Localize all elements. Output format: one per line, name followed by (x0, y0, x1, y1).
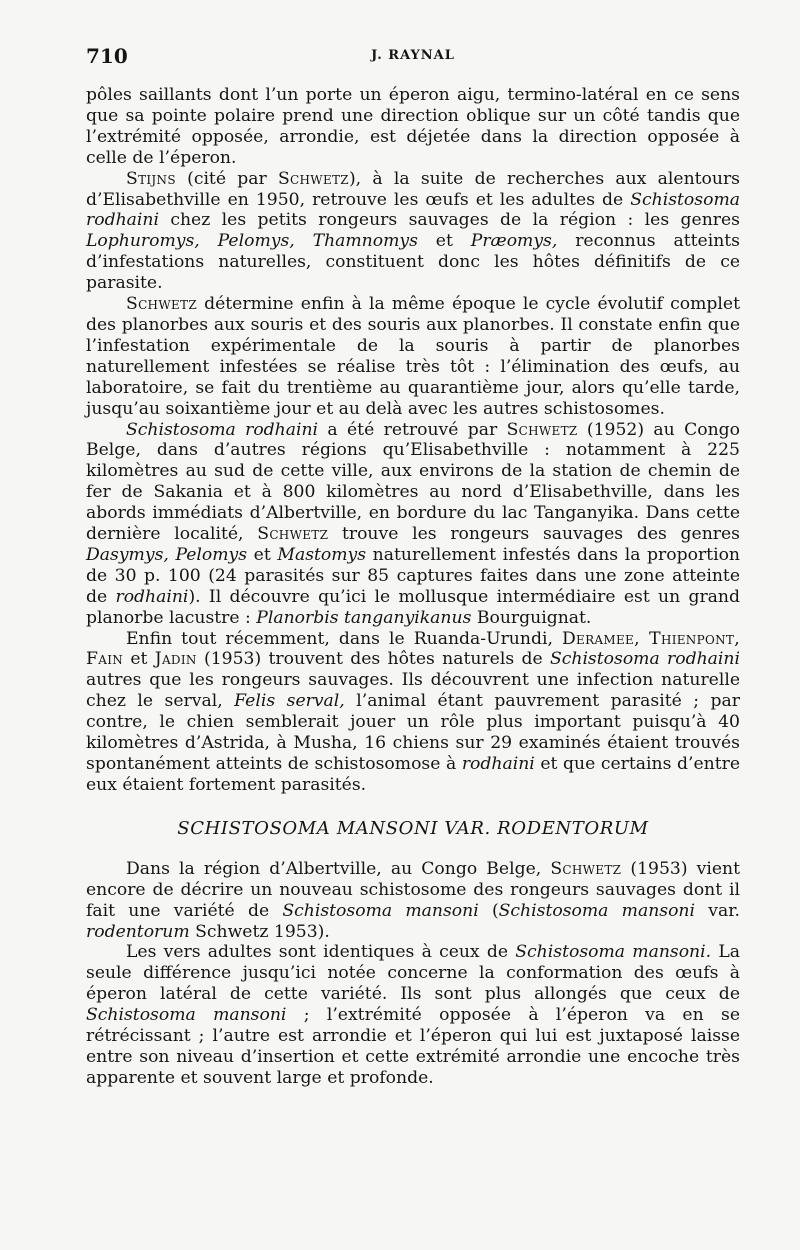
page-header (86, 44, 740, 70)
italic-text: Schistosoma mansoni (282, 900, 479, 921)
text-run: reconnus atteints d’infestations naturelles, constituent donc les hôtes définitifs de ce parasite. (86, 231, 741, 294)
body-text (86, 85, 740, 1089)
text-run: (1952) au Congo Belge, dans d’autres régions qu’Elisabethville : notamment à 225 kilomètres au sud de cette ville, aux environs de la station de chemin de fer de Sakania et à 800 kilomètres au nord d’Elisabethville, dans les abords immédiats d’Albertville, en bordure du lac Tanganyika. Dans cette dernière localité, (86, 419, 741, 545)
text-run: ( (478, 900, 499, 921)
italic-text: Schistosoma rodhaini (549, 649, 740, 670)
author-name: Deramee, Thienpont, Fain (86, 628, 740, 670)
author-name: Schwetz (550, 858, 622, 879)
text-run: (1953) vient encore de décrire un nouveau schistosome des rongeurs sauvages dont il fait une variété de (86, 858, 740, 921)
author-name: Schwetz (277, 168, 349, 189)
text-run: var. (695, 900, 740, 921)
text-run: et que certains d’entre eux étaient fortement parasités. (86, 754, 741, 795)
text-run: Les vers adultes sont identiques à ceux de (126, 942, 516, 963)
section-title: SCHISTOSOMA MANSONI VAR. RODENTORUM (177, 817, 649, 839)
italic-text: Schistosoma mansoni (86, 1005, 287, 1026)
author-name: Stijns (126, 168, 176, 189)
text-run: chez les petits rongeurs sauvages de la région : les genres (158, 210, 740, 231)
text-run: trouve les rongeurs sauvages des genres (328, 524, 740, 545)
text-run: et (247, 544, 278, 565)
italic-text: Mastomys (277, 544, 367, 565)
italic-text: Schistosoma rodhaini (126, 419, 319, 440)
italic-text: rodhaini (115, 586, 189, 607)
text-run: (1953) trouvent des hôtes naturels de (196, 649, 550, 670)
text-run: et (123, 649, 155, 670)
text-run: (cité par (175, 168, 278, 189)
running-head: J. RAYNAL (371, 48, 455, 63)
italic-text: Schistosoma mansoni. (515, 942, 712, 963)
italic-text: Lophuromys, Pelomys, Thamnomys (86, 231, 418, 252)
text-run: ), à la suite de recherches aux alentours d’Elisabethville en 1950, retrouve les œufs et les adultes de (86, 168, 740, 210)
italic-text: Planorbis tanganyikanus (256, 607, 472, 628)
paragraph (86, 169, 740, 294)
author-name: Jadin (154, 649, 197, 670)
text-run: l’animal étant pauvrement parasité ; par contre, le chien semblerait jouer un rôle plus important puisqu’à 40 kilomètres d’Astrida, à Musha, 16 chiens sur 29 examinés étaient trouvés spontanément atteints de schistosomose à (86, 691, 741, 774)
italic-text: Schistosoma rodhaini (86, 189, 740, 231)
paragraph (86, 859, 740, 943)
italic-text: Præomys, (470, 231, 558, 252)
text-run: La seule différence jusqu’ici notée concerne la conformation des œufs à éperon latéral de cette variété. Ils sont plus allongés que ceux de (86, 942, 740, 1005)
text-run: détermine enfin à la même époque le cycle évolutif complet des planorbes aux souris et des souris aux planorbes. Il constate enfin que l’infestation expérimentale de la souris à partir de planorbes naturellement infestées se réalise très tôt : l’élimination des œufs, au laboratoire, se fait du trentième au quarantième jour, alors qu’elle tarde, jusqu’au soixantième jour et au delà avec les autres schistosomes. (86, 294, 740, 419)
text-run: Bourguignat. (471, 607, 592, 628)
text-run: naturellement infestés dans la proportion de 30 p. 100 (24 parasités sur 85 captures faites dans une zone atteinte de (86, 544, 740, 607)
paragraph (86, 85, 740, 169)
text-run: ; l’extrémité opposée à l’éperon va en se rétrécissant ; l’autre est arrondie et l’éperon qui lui est juxtaposé laisse entre son niveau d’insertion et cette extrémité arrondie une encoche très apparente et souvent large et profonde. (86, 1005, 740, 1088)
text-run: ). Il découvre qu’ici le mollusque intermédiaire est un grand planorbe lacustre : (86, 586, 741, 628)
paragraph (86, 420, 740, 629)
text-run: Enfin tout récemment, dans le Ruanda-Urundi, (126, 628, 562, 649)
text-run: et (417, 231, 471, 252)
italic-text: Dasymys, Pelomys (86, 544, 248, 565)
text-run: autres que les rongeurs sauvages. Ils découvrent une infection naturelle chez le serval, (86, 670, 740, 712)
author-name: Schwetz (257, 524, 329, 545)
paragraph (86, 629, 740, 796)
text-run: Dans la région d’Albertville, au Congo Belge, (126, 858, 551, 879)
italic-text: rodentorum (86, 921, 190, 942)
paragraph (86, 294, 740, 419)
text-run: a été retrouvé par (318, 419, 507, 440)
author-name: Schwetz (126, 294, 197, 315)
italic-text: Felis serval, (234, 691, 345, 712)
page-number: 710 (86, 44, 128, 68)
paragraph (86, 942, 740, 1088)
author-name: Schwetz (506, 419, 578, 440)
italic-text: rodhaini (461, 754, 535, 774)
text-run: Schwetz 1953). (189, 921, 330, 942)
italic-text: Schistosoma mansoni (498, 900, 695, 921)
text-run: pôles saillants dont l’un porte un éperon aigu, termino-latéral en ce sens que sa pointe polaire prend une direction oblique sur un côté tandis que l’extrémité opposée, arrondie, est déjetée dans la direction opposée à celle de l’éperon. (86, 85, 740, 168)
